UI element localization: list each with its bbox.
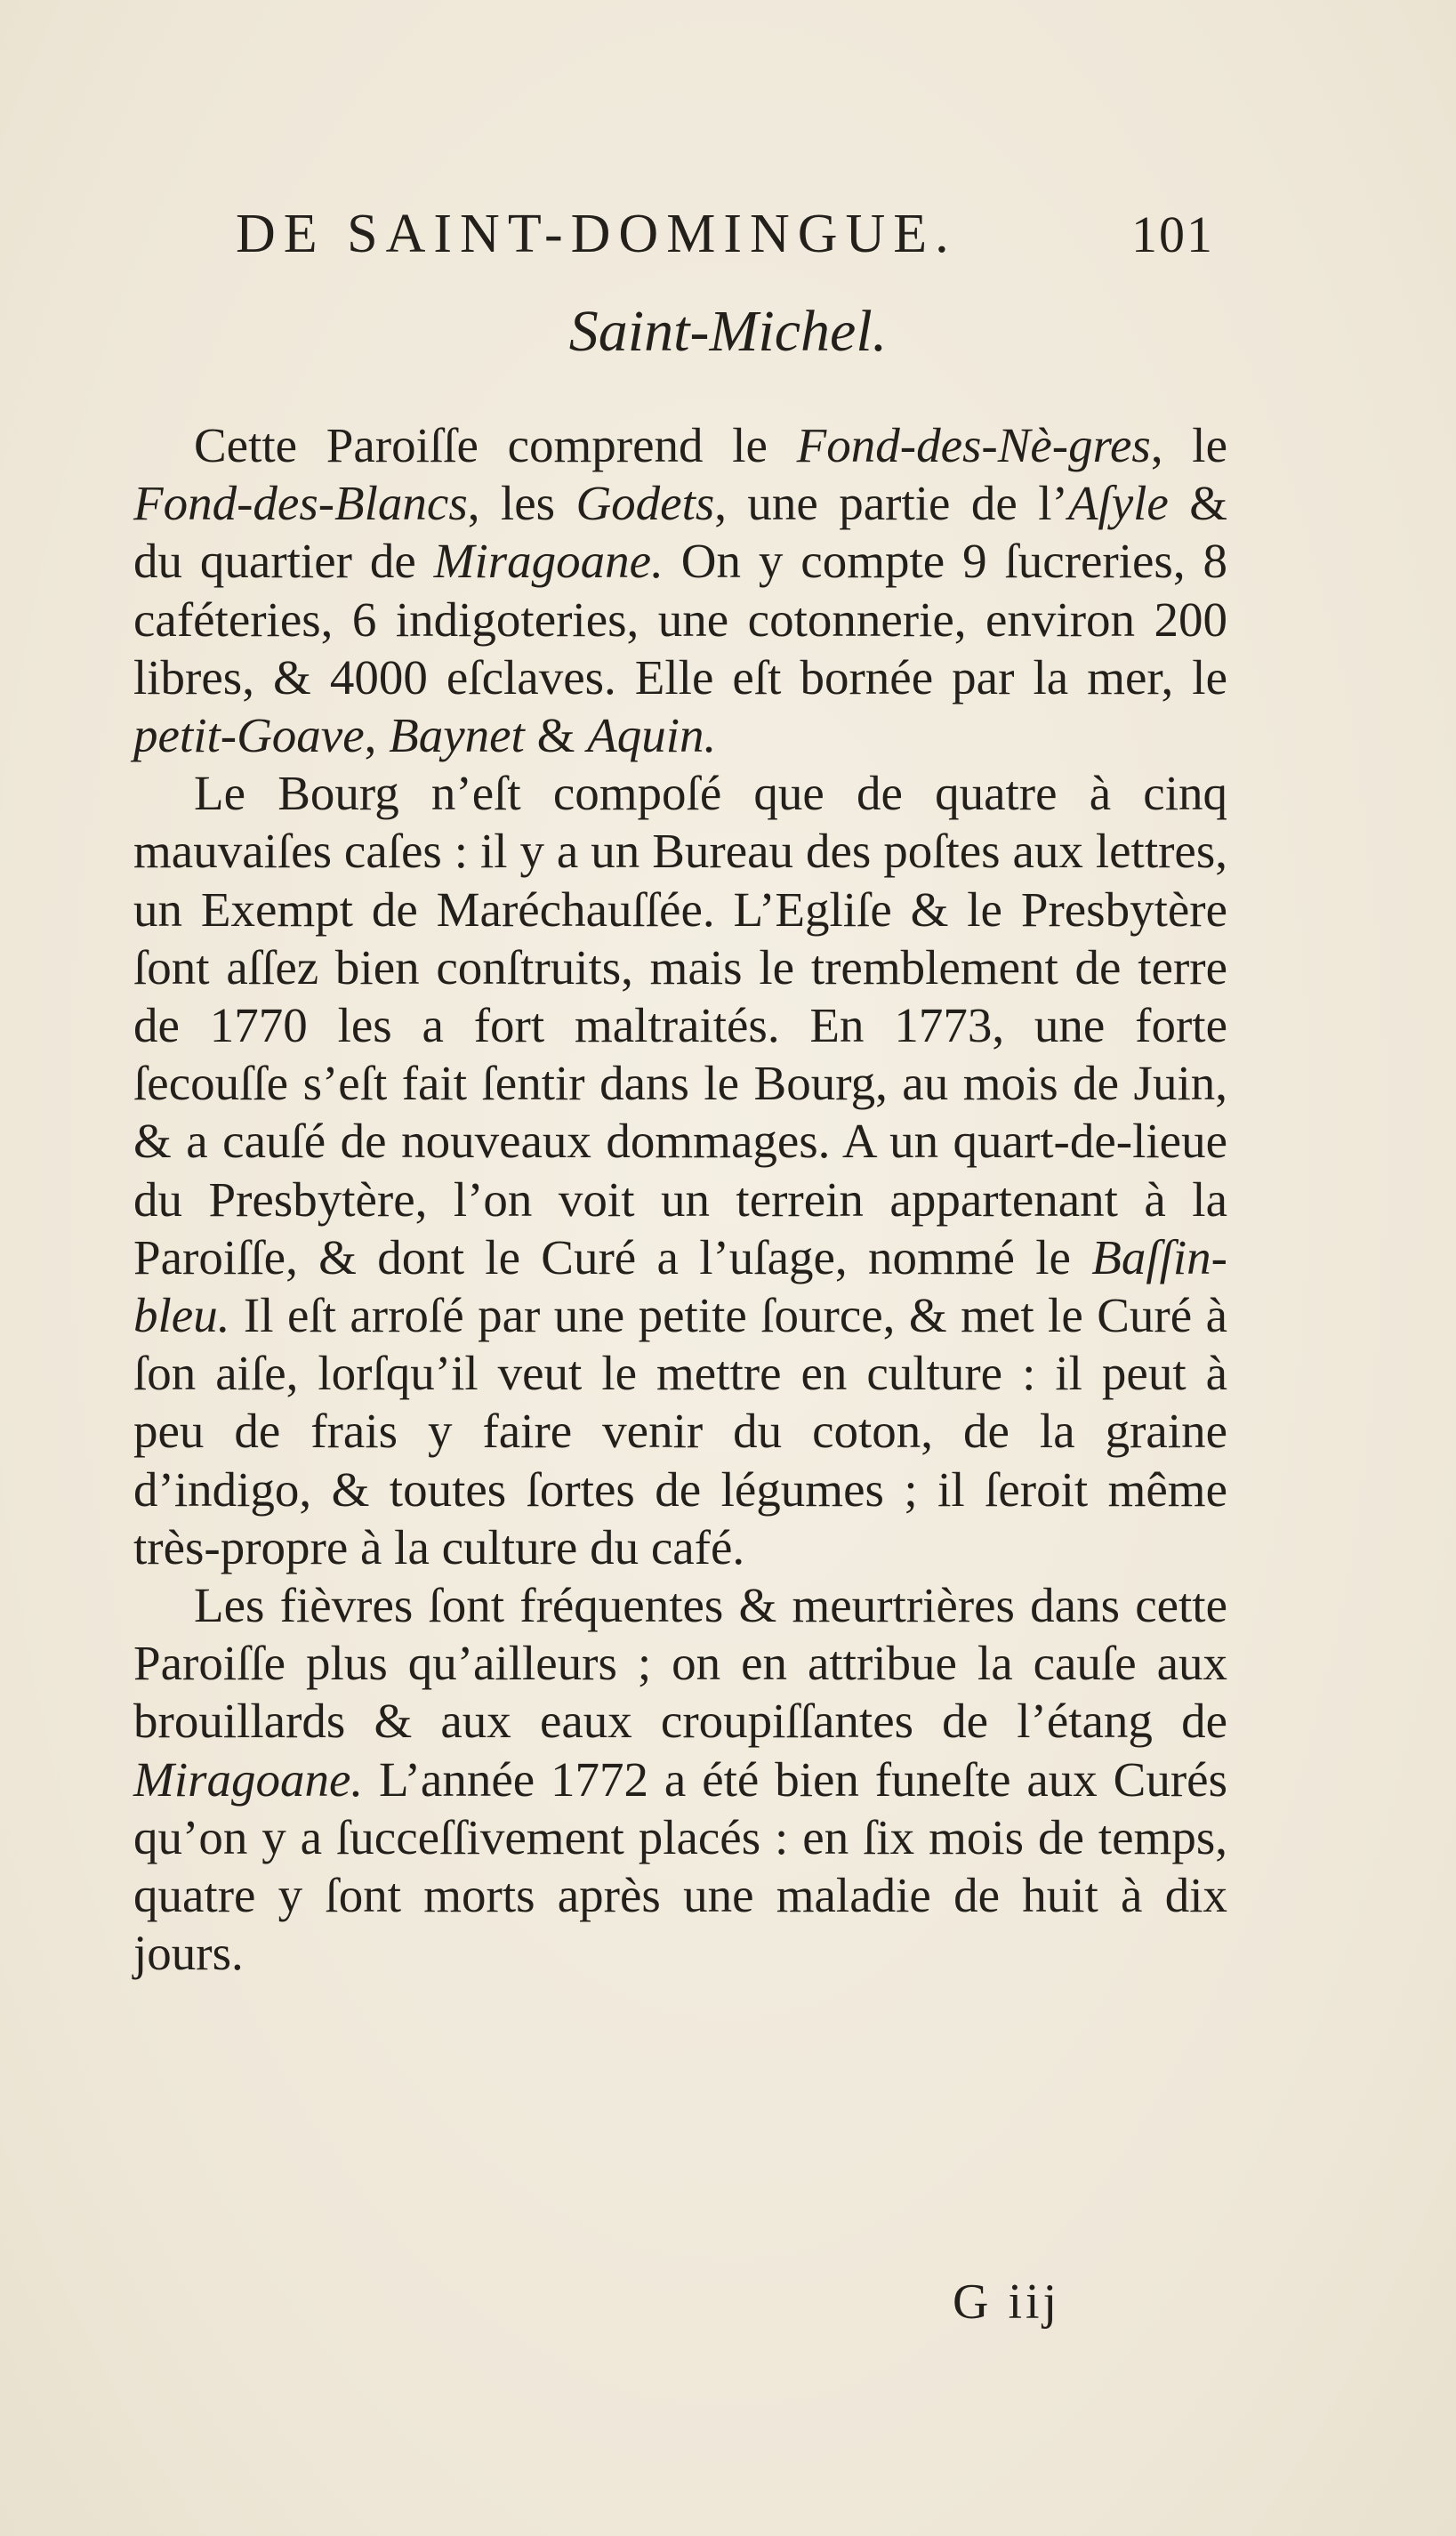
- text-run: Le Bourg n’eſt compoſé que de quatre à cinq mauvaiſes caſes : il y a un Bureau des poſtes aux lettres, un Exempt de Maréchauſſée. L’Egliſe & le Presbytère ſont aſſez bien conſtruits, mais le tremblement de terre de 1770 les a fort maltraités. En 1773, une forte ſecouſſe s’eſt fait ſentir dans le Bourg, au mois de Juin, & a cauſé de nouveaux dommages. A un quart-de-lieue du Presbytère, l’on voit un terrein appartenant à la Paroiſſe, & dont le Curé a l’uſage, nommé le: [133, 766, 1227, 1284]
- italic-term: Godets: [575, 476, 715, 531]
- text-run: , le: [1150, 418, 1227, 472]
- page-number: 101: [1131, 205, 1214, 263]
- running-title: DE SAINT-DOMINGUE.: [236, 204, 957, 264]
- text-run: , les: [467, 476, 576, 531]
- italic-term: Fond-des-Blancs: [133, 476, 468, 531]
- italic-term: Miragoane.: [133, 1751, 364, 1807]
- italic-term: Aquin.: [587, 708, 717, 763]
- italic-term: Baynet: [389, 708, 525, 763]
- text-run: , une partie de l’: [714, 476, 1068, 531]
- body-text: [133, 416, 1227, 1982]
- italic-term: Fond-des-Nè-gres: [796, 418, 1151, 472]
- paragraph-3: [133, 1576, 1227, 1982]
- text-run: ,: [364, 708, 390, 763]
- section-title: Saint-Michel.: [568, 299, 888, 364]
- paragraph-2: [133, 764, 1227, 1576]
- signature-mark: G iij: [953, 2274, 1061, 2330]
- italic-term: Baſſin-bleu.: [133, 1229, 1227, 1343]
- italic-term: Aſyle: [1067, 476, 1169, 531]
- running-head: [236, 203, 1214, 283]
- text-run: On y compte 9 ſucreries, 8 caféteries, 6 indigoteries, une cotonnerie, environ 200 libres, & 4000 eſclaves. Elle eſt bornée par la mer, le: [133, 534, 1227, 704]
- paragraph-1: [133, 416, 1227, 764]
- italic-term: Miragoane.: [433, 534, 664, 589]
- text-run: & du quartier de: [133, 476, 1227, 589]
- text-run: Il eſt arroſé par une petite ſource, & met le Curé à ſon aiſe, lorſqu’il veut le mettre en culture : il peut à peu de frais y faire venir du coton, de la graine d’indigo, & toutes ſortes de légumes ; il ſeroit même très-propre à la culture du café.: [133, 1288, 1227, 1574]
- text-run: L’année 1772 a été bien funeſte aux Curés qu’on y a ſucceſſivement placés : en ſix mois de temps, quatre y ſont morts après une maladie de huit à dix jours.: [133, 1751, 1227, 1981]
- text-run: Les fièvres ſont fréquentes & meurtrières dans cette Paroiſſe plus qu’ailleurs ; on en attribue la cauſe aux brouillards & aux eaux croupiſſantes de l’étang de: [133, 1578, 1227, 1749]
- text-run: &: [524, 708, 588, 763]
- italic-term: petit-Goave: [133, 708, 365, 763]
- text-run: Cette Paroiſſe comprend le: [194, 418, 797, 472]
